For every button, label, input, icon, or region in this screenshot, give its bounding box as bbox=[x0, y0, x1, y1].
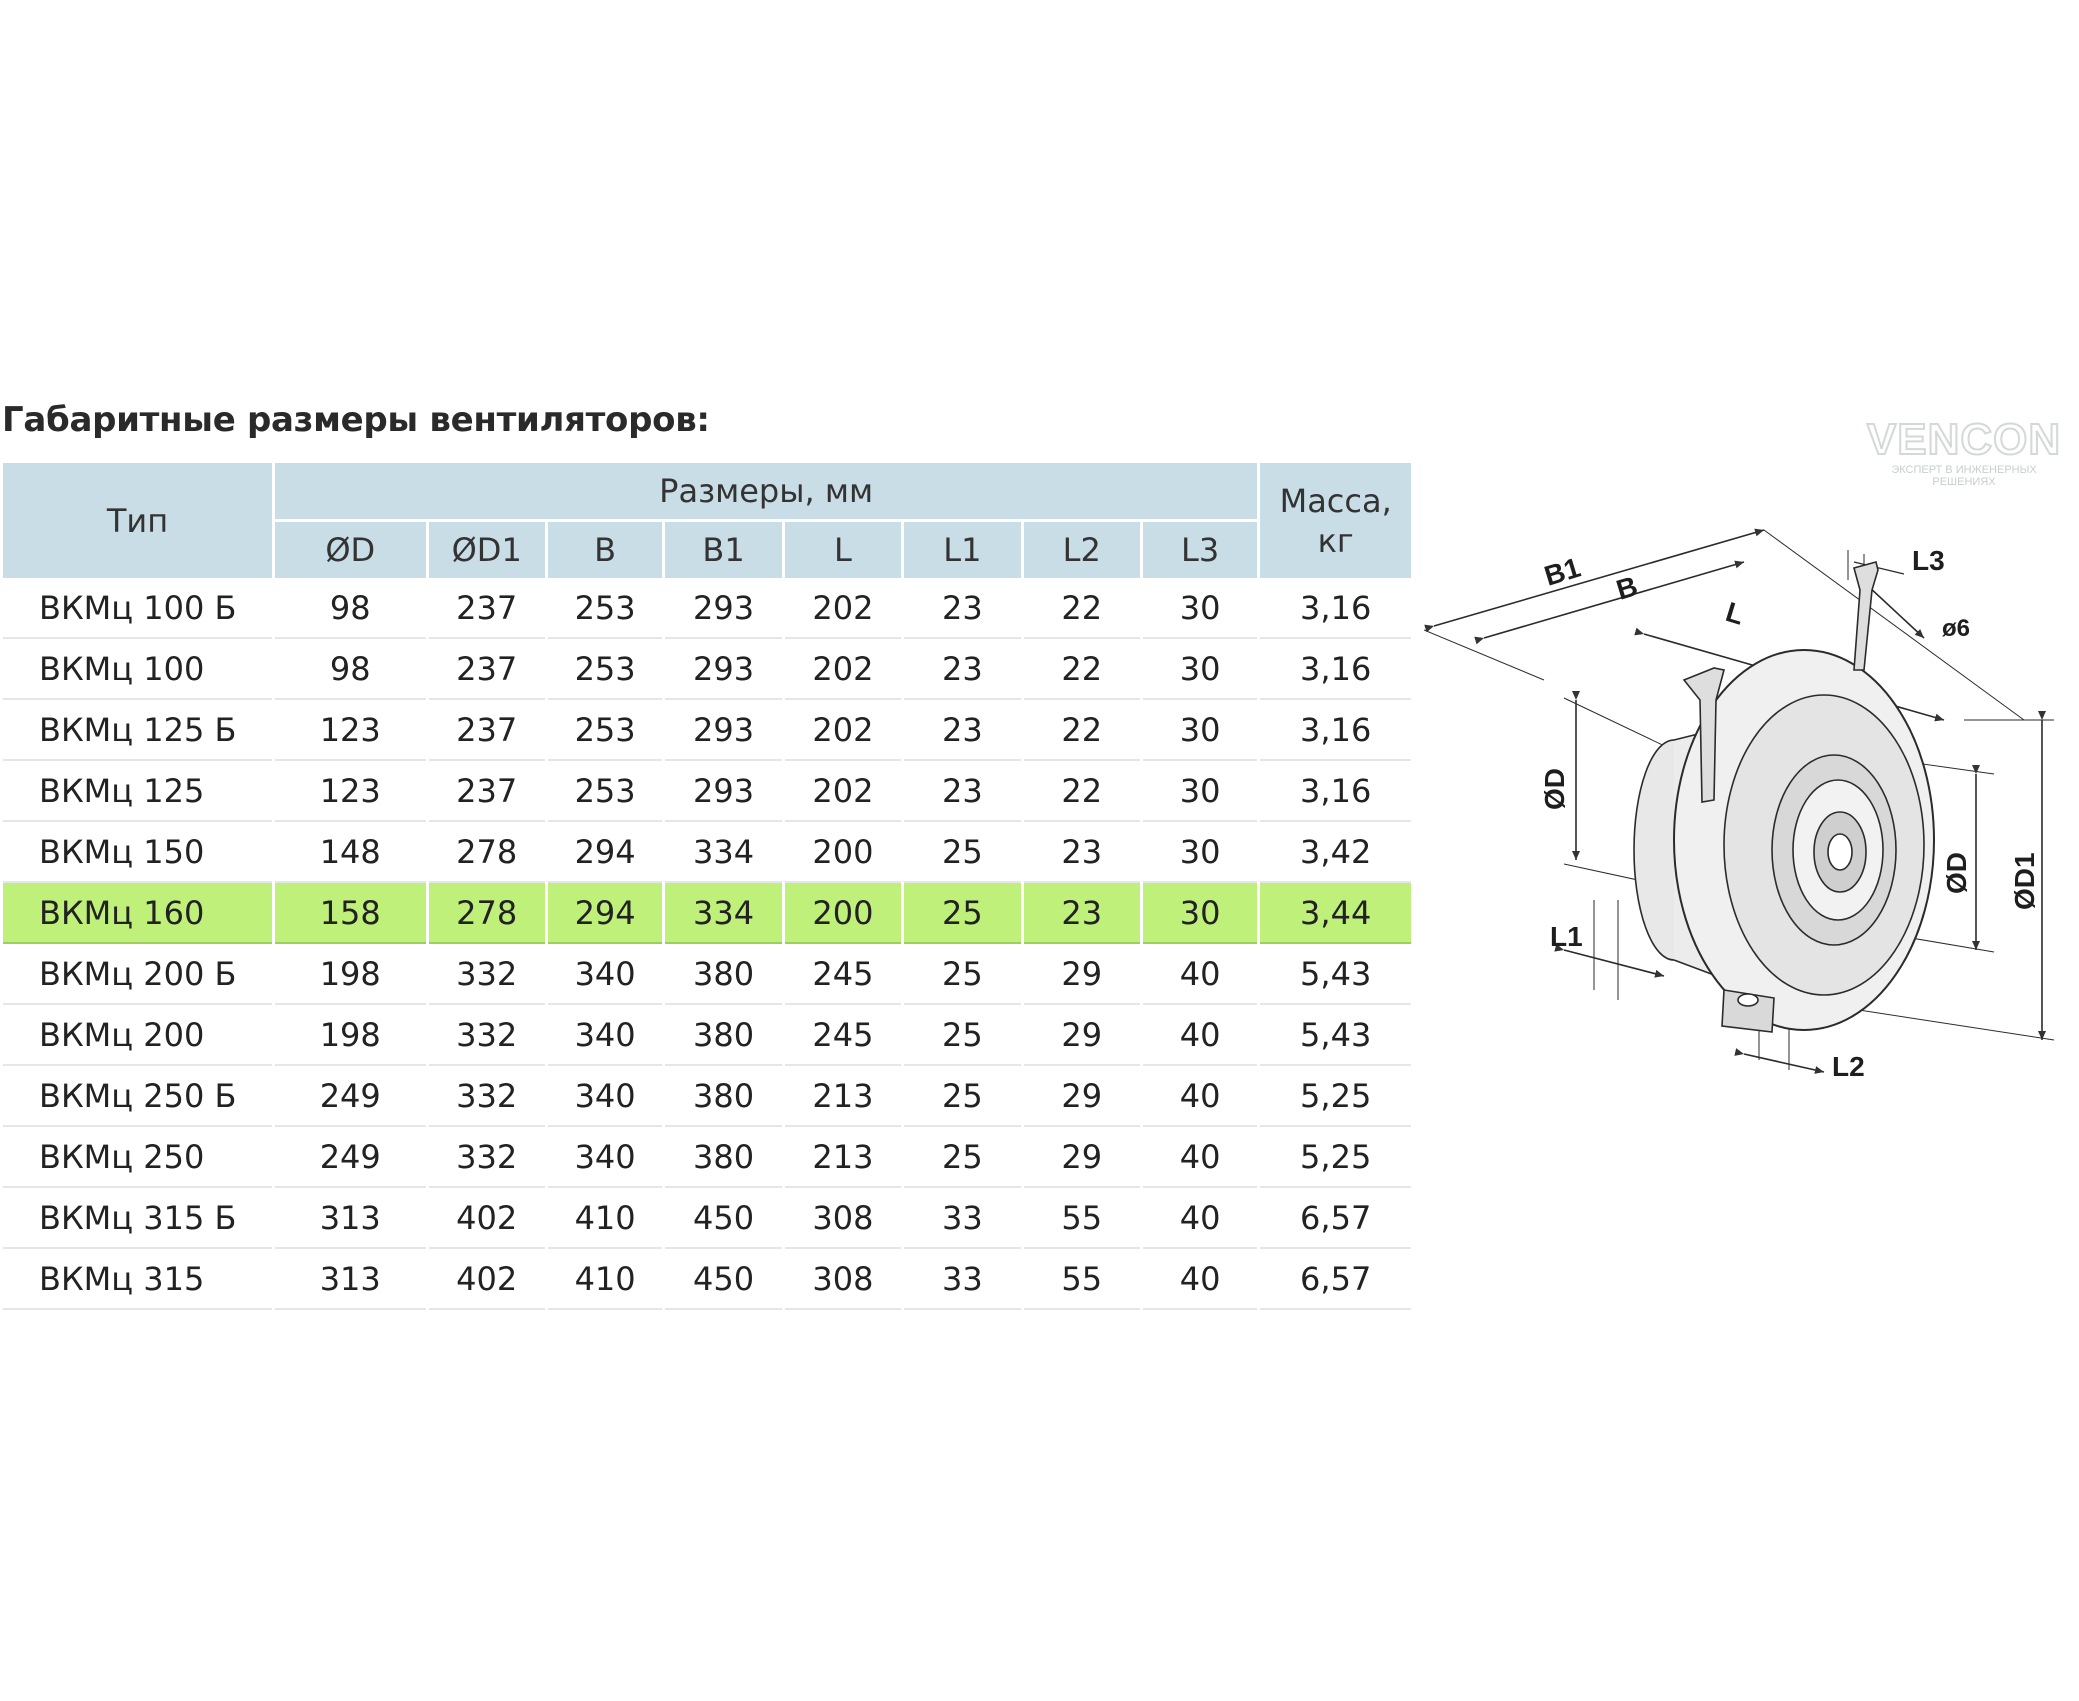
cell-d: 123 bbox=[275, 761, 426, 822]
cell-l1: 25 bbox=[904, 944, 1020, 1005]
cell-b1: 450 bbox=[665, 1249, 781, 1310]
cell-l2: 22 bbox=[1024, 639, 1140, 700]
cell-l2: 29 bbox=[1024, 1127, 1140, 1188]
table-row bbox=[3, 822, 1411, 883]
cell-d: 198 bbox=[275, 1005, 426, 1066]
cell-type: ВКМц 150 bbox=[3, 822, 272, 883]
cell-b: 340 bbox=[548, 1127, 662, 1188]
cell-d1: 278 bbox=[429, 883, 545, 944]
page-title: Габаритные размеры вентиляторов: bbox=[2, 400, 710, 440]
cell-d1: 332 bbox=[429, 1005, 545, 1066]
cell-b: 410 bbox=[548, 1188, 662, 1249]
cell-type: ВКМц 100 bbox=[3, 639, 272, 700]
label-d1: ØD1 bbox=[2009, 852, 2040, 910]
cell-d: 123 bbox=[275, 700, 426, 761]
cell-l1: 25 bbox=[904, 1066, 1020, 1127]
cell-l3: 30 bbox=[1143, 639, 1257, 700]
table-row bbox=[3, 1249, 1411, 1310]
cell-mass: 5,25 bbox=[1260, 1066, 1411, 1127]
cell-mass: 6,57 bbox=[1260, 1188, 1411, 1249]
cell-l2: 23 bbox=[1024, 883, 1140, 944]
cell-l1: 33 bbox=[904, 1249, 1020, 1310]
cell-l1: 23 bbox=[904, 578, 1020, 639]
cell-type: ВКМц 200 Б bbox=[3, 944, 272, 1005]
cell-d: 98 bbox=[275, 639, 426, 700]
table-row bbox=[3, 1127, 1411, 1188]
cell-mass: 6,57 bbox=[1260, 1249, 1411, 1310]
cell-b1: 380 bbox=[665, 1127, 781, 1188]
cell-l: 245 bbox=[785, 1005, 901, 1066]
vencon-logo bbox=[1864, 415, 2064, 488]
cell-b: 253 bbox=[548, 700, 662, 761]
cell-d: 198 bbox=[275, 944, 426, 1005]
header-type: Тип bbox=[3, 463, 272, 578]
table-row bbox=[3, 761, 1411, 822]
cell-d1: 402 bbox=[429, 1188, 545, 1249]
cell-l2: 22 bbox=[1024, 578, 1140, 639]
cell-l3: 40 bbox=[1143, 944, 1257, 1005]
header-d: ØD bbox=[275, 519, 426, 578]
logo-word: VENCON bbox=[1866, 415, 2062, 464]
cell-l: 308 bbox=[785, 1188, 901, 1249]
cell-b: 340 bbox=[548, 944, 662, 1005]
label-l: L bbox=[1722, 596, 1748, 631]
cell-type: ВКМц 250 Б bbox=[3, 1066, 272, 1127]
cell-l1: 25 bbox=[904, 822, 1020, 883]
cell-type: ВКМц 100 Б bbox=[3, 578, 272, 639]
cell-l: 202 bbox=[785, 578, 901, 639]
cell-d: 249 bbox=[275, 1066, 426, 1127]
cell-type: ВКМц 250 bbox=[3, 1127, 272, 1188]
cell-l: 200 bbox=[785, 883, 901, 944]
cell-d1: 237 bbox=[429, 761, 545, 822]
cell-l3: 30 bbox=[1143, 578, 1257, 639]
cell-b1: 293 bbox=[665, 700, 781, 761]
cell-d: 148 bbox=[275, 822, 426, 883]
cell-l3: 30 bbox=[1143, 761, 1257, 822]
header-mass bbox=[1260, 463, 1411, 578]
cell-mass: 3,16 bbox=[1260, 578, 1411, 639]
cell-l2: 22 bbox=[1024, 761, 1140, 822]
header-b1: B1 bbox=[665, 519, 781, 578]
cell-type: ВКМц 160 bbox=[3, 883, 272, 944]
cell-l2: 29 bbox=[1024, 1066, 1140, 1127]
dimensions-table bbox=[0, 463, 1414, 1310]
cell-b: 340 bbox=[548, 1005, 662, 1066]
cell-b1: 450 bbox=[665, 1188, 781, 1249]
cell-l2: 55 bbox=[1024, 1188, 1140, 1249]
label-l1: L1 bbox=[1550, 921, 1583, 952]
cell-mass: 3,16 bbox=[1260, 700, 1411, 761]
cell-l: 200 bbox=[785, 822, 901, 883]
cell-b1: 380 bbox=[665, 1066, 781, 1127]
cell-d1: 237 bbox=[429, 700, 545, 761]
cell-l3: 40 bbox=[1143, 1188, 1257, 1249]
cell-d1: 278 bbox=[429, 822, 545, 883]
cell-l3: 30 bbox=[1143, 700, 1257, 761]
cell-b1: 293 bbox=[665, 761, 781, 822]
header-l: L bbox=[785, 519, 901, 578]
cell-b: 253 bbox=[548, 761, 662, 822]
cell-d1: 332 bbox=[429, 944, 545, 1005]
header-b: B bbox=[548, 519, 662, 578]
cell-d: 98 bbox=[275, 578, 426, 639]
cell-type: ВКМц 315 bbox=[3, 1249, 272, 1310]
label-l2: L2 bbox=[1832, 1051, 1865, 1080]
header-group-dimensions: Размеры, мм bbox=[275, 463, 1257, 519]
cell-d1: 237 bbox=[429, 639, 545, 700]
fan-dimension-diagram bbox=[1424, 520, 2064, 1080]
cell-mass: 5,25 bbox=[1260, 1127, 1411, 1188]
cell-d1: 402 bbox=[429, 1249, 545, 1310]
cell-l2: 29 bbox=[1024, 1005, 1140, 1066]
label-hole: ø6 bbox=[1942, 615, 1971, 642]
cell-b: 294 bbox=[548, 822, 662, 883]
cell-l3: 40 bbox=[1143, 1249, 1257, 1310]
cell-b1: 334 bbox=[665, 822, 781, 883]
cell-l3: 30 bbox=[1143, 822, 1257, 883]
table-row bbox=[3, 1066, 1411, 1127]
cell-d: 313 bbox=[275, 1249, 426, 1310]
label-d-right: ØD bbox=[1941, 852, 1972, 894]
cell-l2: 29 bbox=[1024, 944, 1140, 1005]
label-b1: B1 bbox=[1540, 551, 1584, 592]
cell-l3: 40 bbox=[1143, 1005, 1257, 1066]
cell-l1: 25 bbox=[904, 1005, 1020, 1066]
cell-mass: 3,44 bbox=[1260, 883, 1411, 944]
cell-d: 158 bbox=[275, 883, 426, 944]
cell-l: 245 bbox=[785, 944, 901, 1005]
cell-l1: 23 bbox=[904, 639, 1020, 700]
label-d-left: ØD bbox=[1539, 768, 1570, 810]
cell-mass: 3,16 bbox=[1260, 639, 1411, 700]
cell-mass: 5,43 bbox=[1260, 1005, 1411, 1066]
cell-l: 202 bbox=[785, 700, 901, 761]
header-l1: L1 bbox=[904, 519, 1020, 578]
table-row bbox=[3, 1005, 1411, 1066]
cell-type: ВКМц 200 bbox=[3, 1005, 272, 1066]
cell-type: ВКМц 315 Б bbox=[3, 1188, 272, 1249]
cell-l3: 40 bbox=[1143, 1066, 1257, 1127]
cell-l2: 55 bbox=[1024, 1249, 1140, 1310]
cell-d: 313 bbox=[275, 1188, 426, 1249]
cell-b1: 380 bbox=[665, 1005, 781, 1066]
cell-type: ВКМц 125 bbox=[3, 761, 272, 822]
cell-b: 253 bbox=[548, 639, 662, 700]
cell-d1: 332 bbox=[429, 1066, 545, 1127]
header-mass-label: Масса, кг bbox=[1279, 481, 1392, 560]
logo-tagline: ЭКСПЕРТ В ИНЖЕНЕРНЫХ РЕШЕНИЯХ bbox=[1891, 464, 2037, 488]
cell-mass: 5,43 bbox=[1260, 944, 1411, 1005]
cell-b1: 293 bbox=[665, 639, 781, 700]
cell-l2: 22 bbox=[1024, 700, 1140, 761]
cell-l: 308 bbox=[785, 1249, 901, 1310]
cell-l1: 25 bbox=[904, 1127, 1020, 1188]
cell-b: 340 bbox=[548, 1066, 662, 1127]
cell-b1: 293 bbox=[665, 578, 781, 639]
cell-l3: 40 bbox=[1143, 1127, 1257, 1188]
cell-mass: 3,42 bbox=[1260, 822, 1411, 883]
cell-type: ВКМц 125 Б bbox=[3, 700, 272, 761]
cell-b1: 380 bbox=[665, 944, 781, 1005]
label-l3: L3 bbox=[1912, 545, 1945, 576]
cell-d1: 237 bbox=[429, 578, 545, 639]
cell-l1: 33 bbox=[904, 1188, 1020, 1249]
header-d1: ØD1 bbox=[429, 519, 545, 578]
cell-l3: 30 bbox=[1143, 883, 1257, 944]
table-row bbox=[3, 944, 1411, 1005]
cell-d1: 332 bbox=[429, 1127, 545, 1188]
table-row bbox=[3, 578, 1411, 639]
cell-l: 202 bbox=[785, 639, 901, 700]
cell-b: 410 bbox=[548, 1249, 662, 1310]
table-row bbox=[3, 1188, 1411, 1249]
cell-b: 253 bbox=[548, 578, 662, 639]
header-l3: L3 bbox=[1143, 519, 1257, 578]
cell-l: 213 bbox=[785, 1066, 901, 1127]
cell-l: 202 bbox=[785, 761, 901, 822]
cell-b: 294 bbox=[548, 883, 662, 944]
cell-l2: 23 bbox=[1024, 822, 1140, 883]
label-b: B bbox=[1612, 570, 1642, 606]
cell-l1: 23 bbox=[904, 700, 1020, 761]
cell-b1: 334 bbox=[665, 883, 781, 944]
cell-l1: 23 bbox=[904, 761, 1020, 822]
cell-mass: 3,16 bbox=[1260, 761, 1411, 822]
cell-l1: 25 bbox=[904, 883, 1020, 944]
table-row-highlighted bbox=[3, 883, 1411, 944]
cell-d: 249 bbox=[275, 1127, 426, 1188]
table-row bbox=[3, 700, 1411, 761]
table-row bbox=[3, 639, 1411, 700]
cell-l: 213 bbox=[785, 1127, 901, 1188]
header-l2: L2 bbox=[1024, 519, 1140, 578]
